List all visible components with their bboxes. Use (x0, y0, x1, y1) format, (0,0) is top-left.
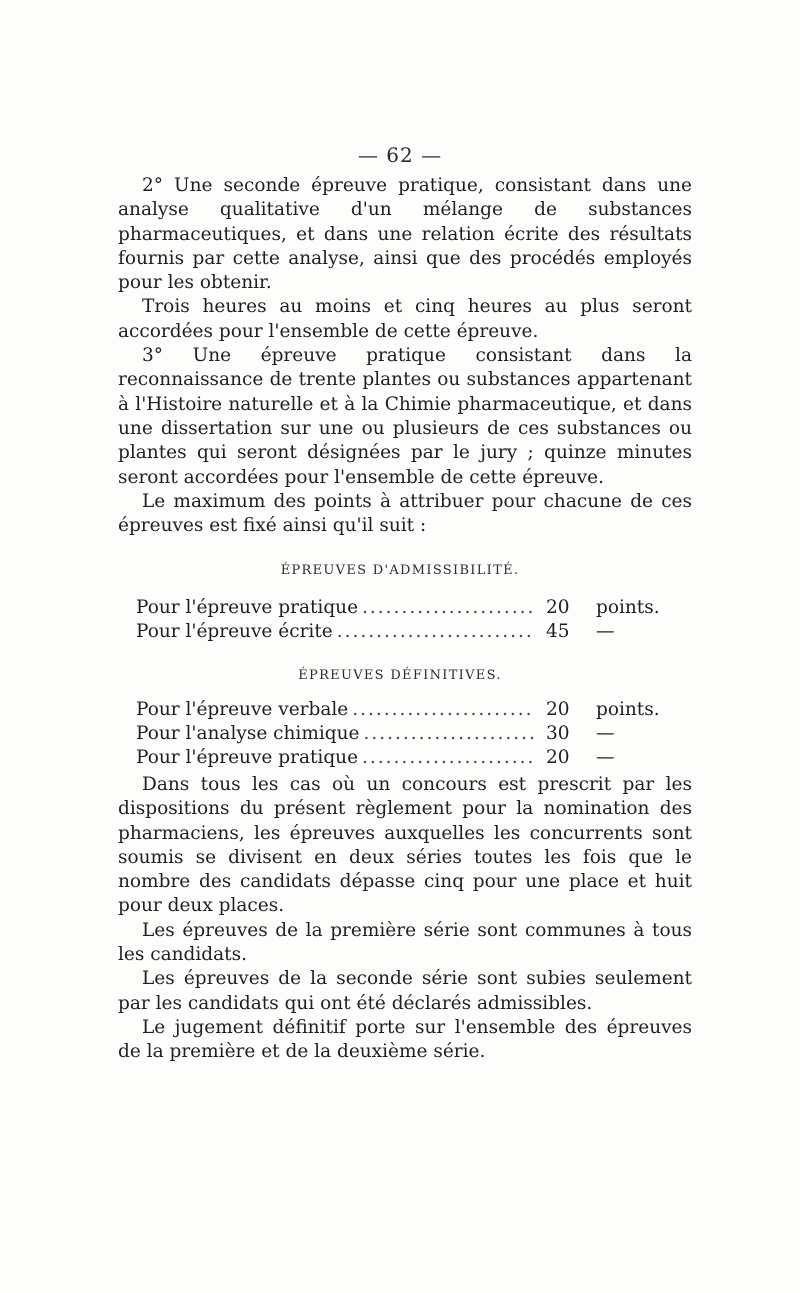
row-points: 20 (546, 747, 570, 768)
paragraph: Dans tous les cas où un concours est prescrit par les dispositions du présent règlement pour la nomination des pharmaciens, les épreuves auxquelles les concurrents sont soumis se divisent en deux séries toutes les fois que le nombre des candidats dépasse cinq pour une place et huit pour deux places. (118, 774, 692, 917)
admissibility-points-table (136, 596, 696, 644)
row-unit: points. (596, 597, 660, 618)
row-label: Pour l'épreuve écrite (136, 621, 333, 642)
page-number: — 62 — (357, 143, 443, 167)
regulation-text-lower (118, 773, 692, 1065)
leader-dots (364, 722, 535, 746)
leader-dots (362, 746, 534, 770)
row-unit: — (596, 723, 615, 744)
leader-dots (352, 698, 534, 722)
table-row (136, 620, 696, 644)
row-points: 30 (546, 723, 570, 744)
table-row (136, 722, 696, 746)
row-label: Pour l'épreuve pratique (136, 747, 359, 768)
admissibility-heading: ÉPREUVES D'ADMISSIBILITÉ. (280, 563, 520, 578)
paragraph: 3° Une épreuve pratique consistant dans la reconnaissance de trente plantes ou substances appartenant à l'Histoire naturelle et à la Chimie pharmaceutique, et dans une dissertation sur une ou plusieurs de ces substances ou plantes qui seront désignées par le jury ; quinze minutes seront accordées pour l'ensemble de cette épreuve. (118, 345, 692, 488)
paragraph: Les épreuves de la seconde série sont subies seulement par les candidats qui ont été déclarés admissibles. (118, 968, 692, 1014)
table-row (136, 698, 696, 722)
row-unit: — (596, 747, 615, 768)
paragraph: 2° Une seconde épreuve pratique, consistant dans une analyse qualitative d'un mélange de substances pharmaceutiques, et dans une relation écrite des résultats fournis par cette analyse, ainsi que des procédés employés pour les obtenir. (118, 175, 692, 294)
row-points: 20 (546, 597, 570, 618)
row-label: Pour l'analyse chimique (136, 723, 360, 744)
row-points: 20 (546, 699, 570, 720)
row-label: Pour l'épreuve pratique (136, 597, 359, 618)
paragraph: Le jugement définitif porte sur l'ensemble des épreuves de la première et de la deuxième série. (118, 1016, 692, 1063)
row-points: 45 (546, 621, 570, 642)
row-unit: — (596, 621, 615, 642)
regulation-text-upper (118, 174, 692, 538)
paragraph: Le maximum des points à attribuer pour chacune de ces épreuves est fixé ainsi qu'il suit : (118, 490, 692, 537)
paragraph: Les épreuves de la première série sont communes à tous les candidats. (118, 919, 692, 966)
definitive-points-table (136, 698, 696, 770)
leader-dots (362, 596, 534, 620)
table-row (136, 746, 696, 770)
paragraph: Trois heures au moins et cinq heures au plus seront accordées pour l'ensemble de cette épreuve. (118, 296, 692, 342)
leader-dots (337, 620, 534, 644)
definitive-heading: ÉPREUVES DÉFINITIVES. (298, 668, 502, 683)
row-label: Pour l'épreuve verbale (136, 699, 349, 720)
row-unit: points. (596, 699, 660, 720)
table-row (136, 596, 696, 620)
